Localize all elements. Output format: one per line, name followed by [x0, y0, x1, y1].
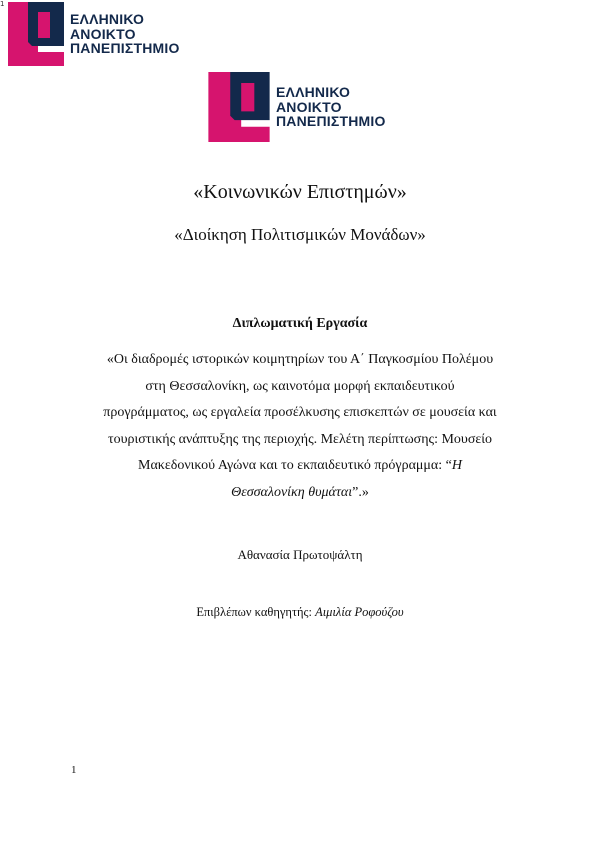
thesis-label: Διπλωματική Εργασία [232, 316, 368, 331]
author-name: Αθανασία Πρωτοψάλτη [237, 547, 363, 562]
page-number: 1 [71, 764, 77, 776]
logo-line: ΕΛΛΗΝΙΚΟ [70, 10, 145, 27]
supervisor [0, 605, 600, 620]
eap-logo-icon [8, 2, 64, 66]
thesis-title-line: στη Θεσσαλονίκη, ως καινοτόμα μορφή εκπαιδευτικού [145, 378, 455, 394]
thesis-title-end: ”.» [352, 484, 369, 500]
university-logo-center [208, 72, 386, 142]
eap-logo-icon [208, 72, 270, 142]
supervisor-name: Αιμιλία Ροφούζου [315, 605, 404, 619]
logo-text [70, 12, 180, 56]
supervisor-label: Επιβλέπων καθηγητής: [196, 605, 312, 619]
thesis-title-italic: Η [451, 458, 462, 473]
program-title: «Διοίκηση Πολιτισμικών Μονάδων» [174, 225, 426, 244]
thesis-title-line: προγράμματος, ως εργαλεία προσέλκυσης επισκεπτών σε μουσεία και [103, 405, 497, 420]
thesis-title-italic: Θεσσαλονίκη θυμάται [231, 484, 353, 500]
thesis-title-line [60, 480, 540, 507]
logo-text [276, 85, 386, 129]
faculty-title: «Κοινωνικών Επιστημών» [193, 181, 407, 203]
thesis-title-line: «Οι διαδρομές ιστορικών κοιμητηρίων του Α΄ Παγκοσμίου Πολέμου [106, 352, 494, 367]
logo-line: ΠΑΝΕΠΙΣΤΗΜΙΟ [276, 113, 386, 130]
page-marker: 1 [0, 0, 5, 8]
logo-line: ΑΝΟΙΚΤΟ [70, 25, 136, 42]
university-logo-top [8, 2, 180, 66]
logo-line: ΠΑΝΕΠΙΣΤΗΜΙΟ [70, 40, 180, 57]
thesis-title-line-text: Μακεδονικού Αγώνα και το εκπαιδευτικό πρόγραμμα: “ [138, 458, 452, 473]
thesis-title-line: τουριστικής ανάπτυξης της περιοχής. Μελέτη περίπτωσης: Μουσείο [107, 431, 493, 447]
thesis-title-line [60, 453, 540, 480]
logo-line: ΕΛΛΗΝΙΚΟ [276, 83, 351, 100]
logo-line: ΑΝΟΙΚΤΟ [276, 98, 342, 115]
thesis-title [60, 347, 540, 506]
